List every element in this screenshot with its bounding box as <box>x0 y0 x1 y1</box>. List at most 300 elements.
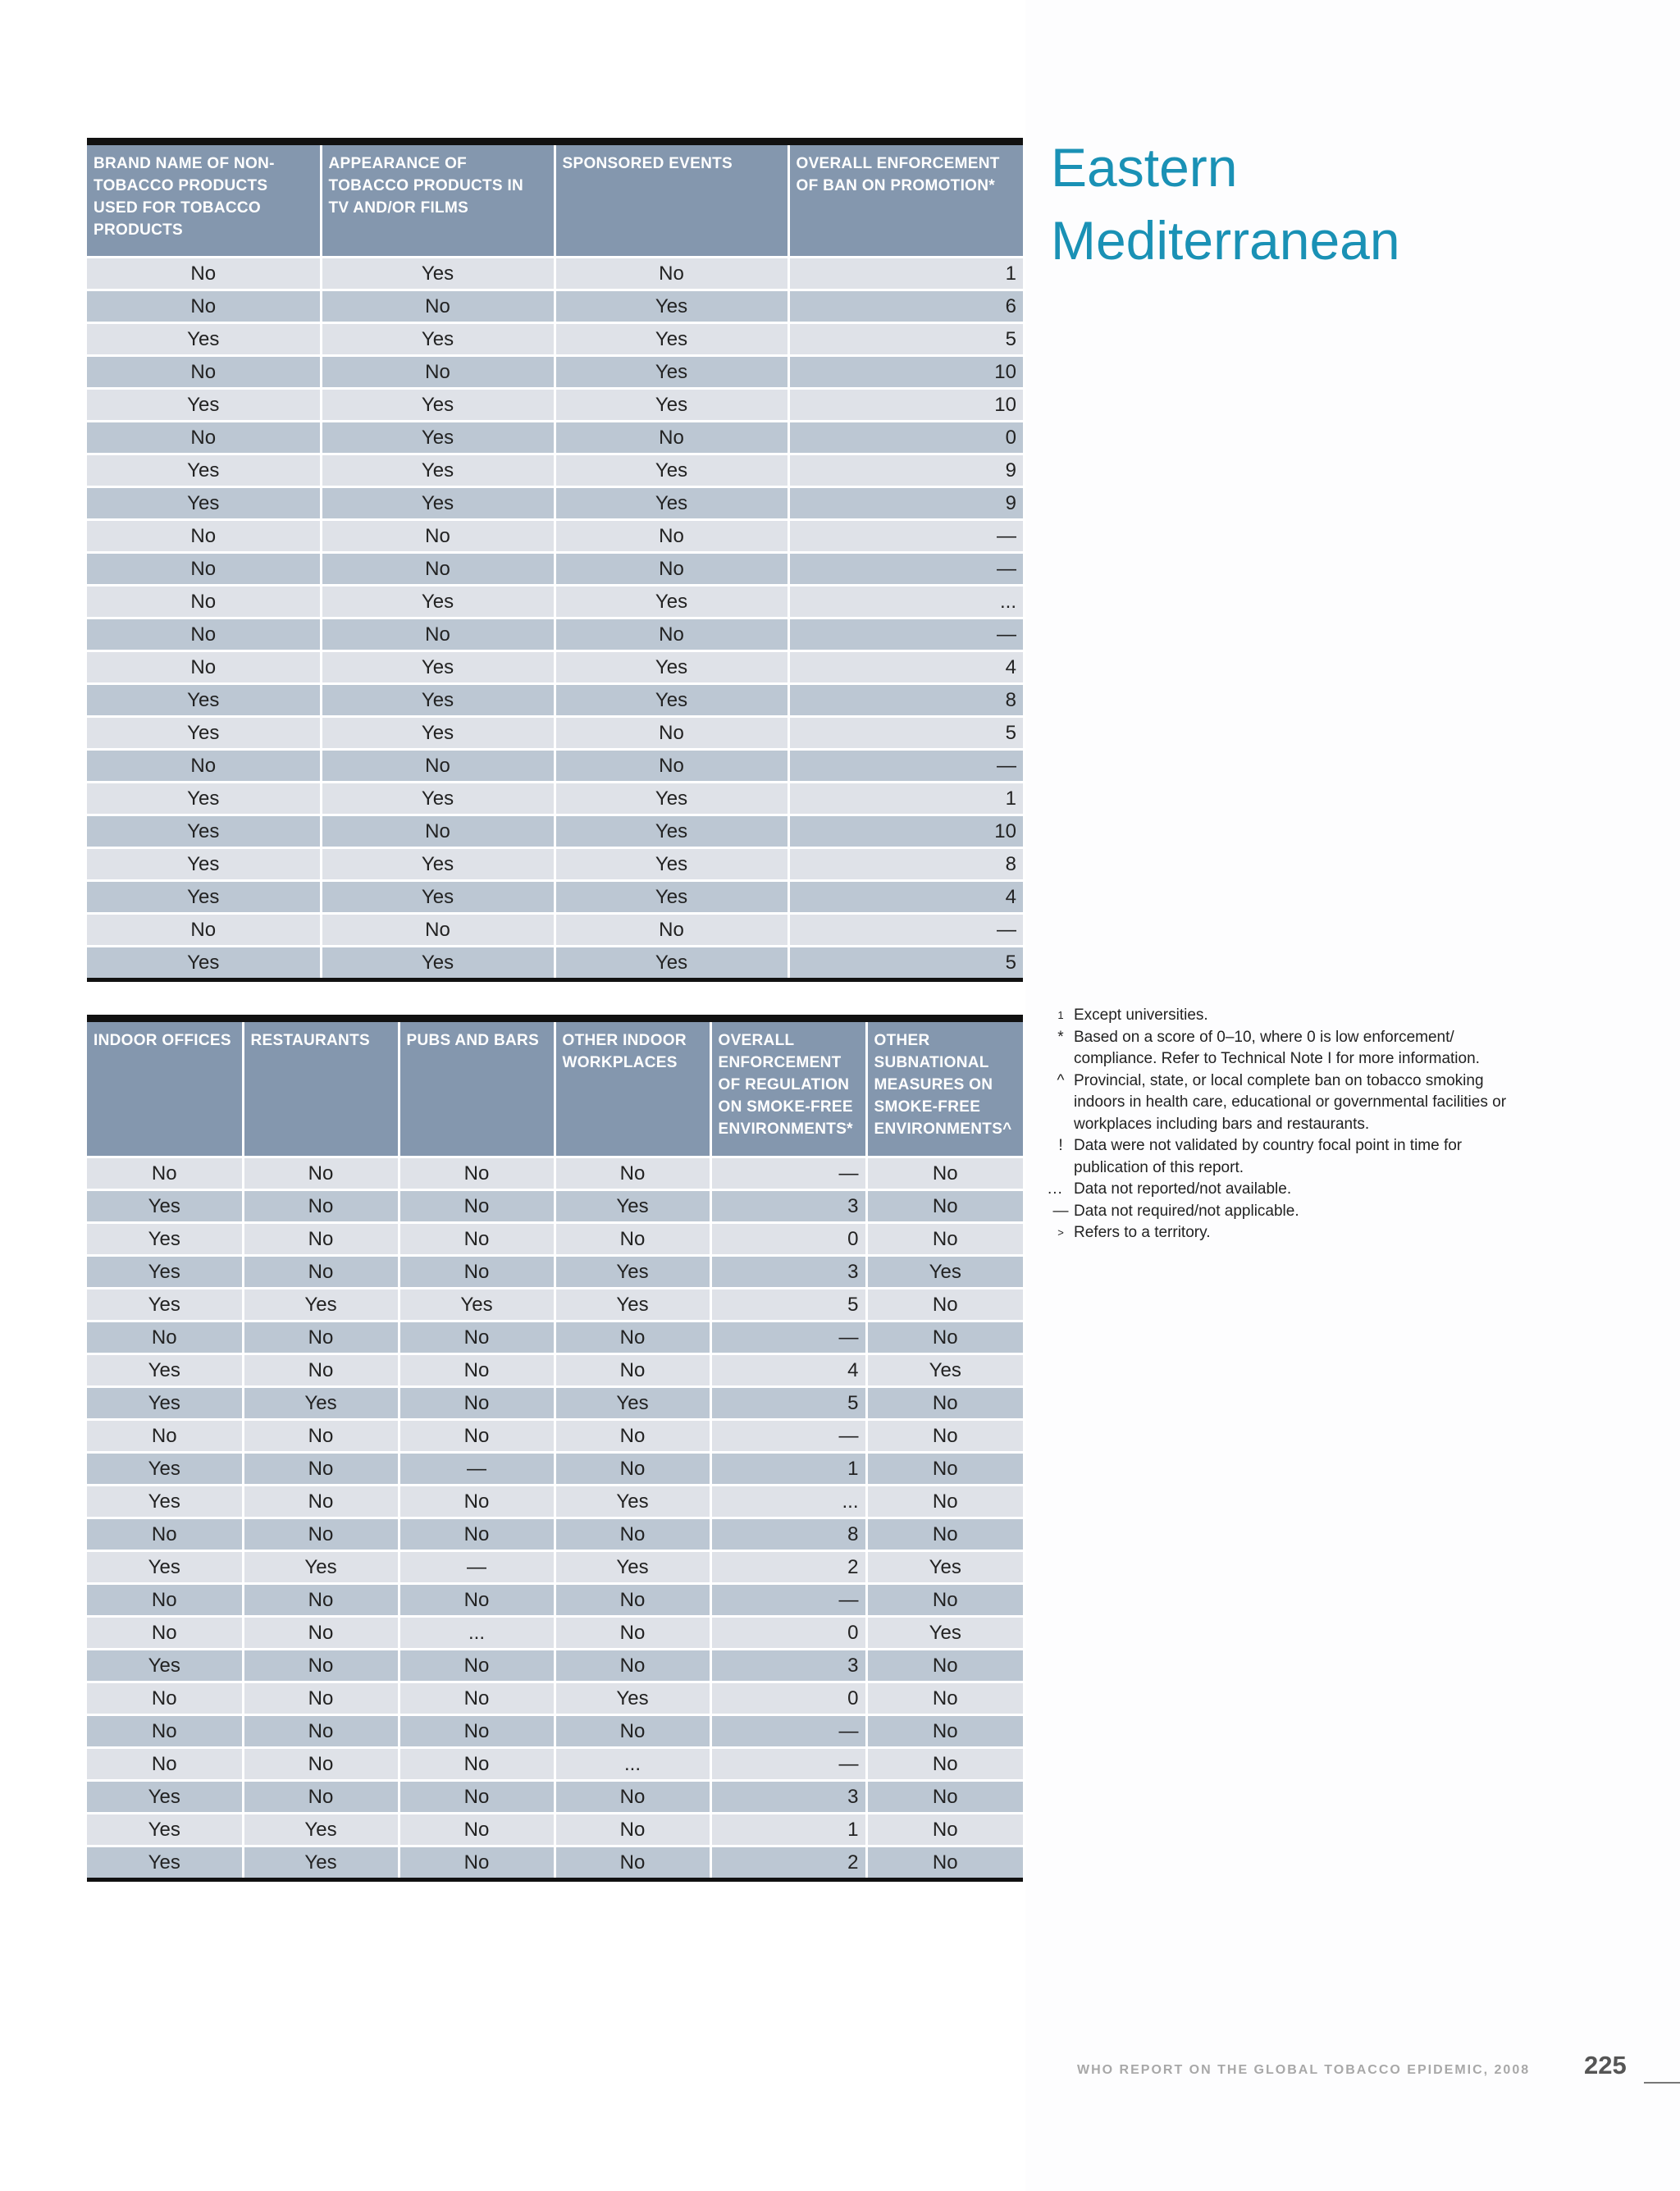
table-cell: No <box>243 1190 399 1223</box>
table-cell: Yes <box>87 1486 243 1518</box>
table-cell: No <box>87 1321 243 1354</box>
table-cell: No <box>555 422 788 454</box>
table-cell: No <box>321 914 555 947</box>
table-cell: 3 <box>710 1650 866 1682</box>
table-cell: Yes <box>87 1846 243 1880</box>
table-cell: No <box>87 1617 243 1650</box>
table-cell: No <box>866 1387 1023 1420</box>
table-cell: ... <box>710 1486 866 1518</box>
table-row <box>87 1846 1023 1880</box>
table-row <box>87 290 1023 323</box>
table-row <box>87 323 1023 356</box>
table-cell: 3 <box>710 1256 866 1289</box>
table-cell: No <box>243 1453 399 1486</box>
table-cell: No <box>866 1289 1023 1321</box>
table-cell: No <box>87 1157 243 1190</box>
table-cell: No <box>399 1223 555 1256</box>
column-header: OTHER INDOOR WORKPLACES <box>555 1019 710 1157</box>
table-row <box>87 1715 1023 1748</box>
table-cell: — <box>788 914 1023 947</box>
table-cell: No <box>87 422 321 454</box>
table-cell: No <box>866 1846 1023 1880</box>
column-header: SPONSORED EVENTS <box>555 142 788 258</box>
footnote-text: Refers to a territory. <box>1074 1224 1211 1241</box>
table-cell: No <box>321 815 555 848</box>
page-number-rule <box>1644 2082 1680 2084</box>
table-cell: No <box>321 553 555 586</box>
footnote-symbol: — <box>1052 1202 1069 1220</box>
column-header: OTHER SUBNATIONAL MEASURES ON SMOKE-FREE ENVIRONMENTS^ <box>866 1019 1023 1157</box>
footnote-item <box>1048 1135 1523 1179</box>
table-cell: No <box>243 1748 399 1781</box>
table-cell: Yes <box>866 1354 1023 1387</box>
table-cell: 10 <box>788 356 1023 389</box>
table-cell: 2 <box>710 1846 866 1880</box>
table-row <box>87 1617 1023 1650</box>
table-row <box>87 1518 1023 1551</box>
table-cell: No <box>399 1256 555 1289</box>
table-cell: No <box>399 1814 555 1846</box>
table-cell: 8 <box>710 1518 866 1551</box>
footer-report-title: WHO REPORT ON THE GLOBAL TOBACCO EPIDEMIC, 2008 <box>1077 2063 1531 2077</box>
table-cell: No <box>555 1518 710 1551</box>
table-cell: 2 <box>710 1551 866 1584</box>
table-cell: Yes <box>399 1289 555 1321</box>
table-cell: Yes <box>321 881 555 914</box>
table-cell: No <box>321 750 555 783</box>
table-cell: Yes <box>555 881 788 914</box>
table-cell: No <box>555 619 788 651</box>
table-cell: — <box>710 1748 866 1781</box>
table-cell: No <box>243 1354 399 1387</box>
table-cell: No <box>866 1748 1023 1781</box>
table-cell: ... <box>788 586 1023 619</box>
table-cell: No <box>555 1650 710 1682</box>
table-cell: No <box>399 1190 555 1223</box>
table-row <box>87 619 1023 651</box>
table-cell: — <box>399 1453 555 1486</box>
table-cell: No <box>866 1321 1023 1354</box>
table-cell: Yes <box>321 947 555 980</box>
table-header-row <box>87 1019 1023 1157</box>
table-cell: No <box>321 619 555 651</box>
table-cell: No <box>399 1321 555 1354</box>
table-cell: 0 <box>788 422 1023 454</box>
table-cell: Yes <box>87 487 321 520</box>
table-cell: No <box>555 914 788 947</box>
table-row <box>87 1453 1023 1486</box>
table-cell: No <box>866 1518 1023 1551</box>
table-cell: No <box>866 1190 1023 1223</box>
table-cell: No <box>399 1781 555 1814</box>
table-cell: Yes <box>87 323 321 356</box>
table-cell: 0 <box>710 1682 866 1715</box>
table-cell: No <box>399 1748 555 1781</box>
table-cell: Yes <box>87 1650 243 1682</box>
table-cell: 9 <box>788 487 1023 520</box>
footnote-item <box>1048 1027 1523 1070</box>
table-row <box>87 1584 1023 1617</box>
table-row <box>87 1157 1023 1190</box>
footnote-symbol: 1 <box>1057 1009 1064 1021</box>
table-cell: Yes <box>87 1551 243 1584</box>
table-cell: No <box>87 520 321 553</box>
table-cell: No <box>399 1846 555 1880</box>
table-row <box>87 454 1023 487</box>
table-row <box>87 750 1023 783</box>
table-cell: Yes <box>87 1354 243 1387</box>
table-row <box>87 389 1023 422</box>
table-cell: No <box>555 1354 710 1387</box>
table-cell: Yes <box>87 389 321 422</box>
table-cell: ... <box>555 1748 710 1781</box>
footnote-text: Except universities. <box>1074 1006 1208 1024</box>
footnote-text: Provincial, state, or local complete ban on tobacco smoking indoors in health care, educational or governmental facilities or workplaces including bars and restaurants. <box>1074 1071 1507 1133</box>
table-row <box>87 1650 1023 1682</box>
table-cell: No <box>866 1420 1023 1453</box>
table-row <box>87 914 1023 947</box>
smoke-free-table <box>87 1015 1023 1882</box>
table-cell: — <box>788 553 1023 586</box>
table-cell: No <box>87 1584 243 1617</box>
table-cell: Yes <box>321 651 555 684</box>
table-cell: 5 <box>710 1387 866 1420</box>
table-cell: 0 <box>710 1617 866 1650</box>
table-row <box>87 1223 1023 1256</box>
table-cell: — <box>788 520 1023 553</box>
table-cell: No <box>555 1157 710 1190</box>
table-cell: — <box>399 1551 555 1584</box>
table-row <box>87 487 1023 520</box>
table-cell: Yes <box>555 290 788 323</box>
table-cell: No <box>87 290 321 323</box>
table-cell: 5 <box>788 947 1023 980</box>
table-cell: Yes <box>321 422 555 454</box>
table-cell: Yes <box>243 1387 399 1420</box>
table-cell: 3 <box>710 1190 866 1223</box>
table-cell: No <box>87 651 321 684</box>
table-cell: Yes <box>87 1453 243 1486</box>
table-cell: Yes <box>321 389 555 422</box>
footnote-symbol: ^ <box>1057 1071 1065 1089</box>
table-cell: 1 <box>710 1814 866 1846</box>
table-cell: Yes <box>87 1387 243 1420</box>
table-cell: Yes <box>555 1256 710 1289</box>
table-row <box>87 947 1023 980</box>
table-cell: No <box>87 1420 243 1453</box>
footnote-symbol: ... <box>1048 1180 1063 1198</box>
table-cell: No <box>555 750 788 783</box>
table-cell: No <box>866 1223 1023 1256</box>
table-row <box>87 651 1023 684</box>
table-cell: Yes <box>555 323 788 356</box>
table-cell: No <box>555 1453 710 1486</box>
table-cell: No <box>243 1781 399 1814</box>
table-cell: No <box>87 586 321 619</box>
table-header-row <box>87 142 1023 258</box>
table-cell: No <box>866 1486 1023 1518</box>
table-row <box>87 1682 1023 1715</box>
table-row <box>87 520 1023 553</box>
table-cell: Yes <box>555 947 788 980</box>
table-cell: 5 <box>788 323 1023 356</box>
table-cell: Yes <box>87 1781 243 1814</box>
table-cell: 5 <box>788 717 1023 750</box>
table-cell: No <box>87 1715 243 1748</box>
table-cell: Yes <box>555 1289 710 1321</box>
table-cell: No <box>866 1584 1023 1617</box>
table-cell: Yes <box>87 1814 243 1846</box>
table-cell: 0 <box>710 1223 866 1256</box>
table-cell: 10 <box>788 389 1023 422</box>
table-cell: Yes <box>87 454 321 487</box>
table-cell: No <box>243 1420 399 1453</box>
table-cell: Yes <box>243 1814 399 1846</box>
table-cell: Yes <box>321 717 555 750</box>
table-cell: No <box>87 1748 243 1781</box>
table-cell: — <box>710 1157 866 1190</box>
table-cell: Yes <box>321 454 555 487</box>
table-cell: Yes <box>321 487 555 520</box>
table-cell: No <box>866 1157 1023 1190</box>
table-cell: No <box>866 1781 1023 1814</box>
table-cell: No <box>243 1682 399 1715</box>
table-cell: ... <box>399 1617 555 1650</box>
footnote-text: Data not reported/not available. <box>1074 1180 1292 1198</box>
table-cell: Yes <box>87 1289 243 1321</box>
table-cell: No <box>321 356 555 389</box>
footnote-item <box>1048 1070 1523 1136</box>
table-cell: No <box>87 1518 243 1551</box>
table-cell: Yes <box>321 684 555 717</box>
table-cell: No <box>243 1650 399 1682</box>
table-cell: No <box>866 1682 1023 1715</box>
column-header: OVERALL ENFORCEMENT OF BAN ON PROMOTION* <box>788 142 1023 258</box>
table-cell: 3 <box>710 1781 866 1814</box>
table-cell: Yes <box>555 815 788 848</box>
table-cell: — <box>710 1420 866 1453</box>
table-row <box>87 1486 1023 1518</box>
table-cell: Yes <box>87 783 321 815</box>
table-cell: Yes <box>555 1486 710 1518</box>
table-cell: No <box>399 1387 555 1420</box>
table-row <box>87 1321 1023 1354</box>
region-title: Eastern Mediterranean <box>1051 137 1400 271</box>
table-cell: — <box>710 1715 866 1748</box>
table-cell: Yes <box>321 586 555 619</box>
table-cell: No <box>87 619 321 651</box>
table-cell: No <box>87 258 321 290</box>
column-header: INDOOR OFFICES <box>87 1019 243 1157</box>
table-row <box>87 717 1023 750</box>
column-header: OVERALL ENFORCEMENT OF REGULATION ON SMOKE-FREE ENVIRONMENTS* <box>710 1019 866 1157</box>
table-cell: No <box>555 520 788 553</box>
table-cell: Yes <box>87 684 321 717</box>
column-header: BRAND NAME OF NON-TOBACCO PRODUCTS USED FOR TOBACCO PRODUCTS <box>87 142 321 258</box>
table-row <box>87 881 1023 914</box>
table-cell: Yes <box>87 1223 243 1256</box>
table-row <box>87 1387 1023 1420</box>
table-cell: No <box>87 356 321 389</box>
table-cell: No <box>555 1223 710 1256</box>
table-row <box>87 1256 1023 1289</box>
table-cell: 4 <box>788 651 1023 684</box>
footnote-text: Data not required/not applicable. <box>1074 1202 1299 1220</box>
table-cell: No <box>243 1486 399 1518</box>
column-header: APPEARANCE OF TOBACCO PRODUCTS IN TV AND/OR FILMS <box>321 142 555 258</box>
table-row <box>87 1354 1023 1387</box>
table-cell: Yes <box>321 783 555 815</box>
table-cell: No <box>555 1814 710 1846</box>
footnote-item <box>1048 1201 1523 1223</box>
table-cell: No <box>555 553 788 586</box>
table-cell: No <box>399 1584 555 1617</box>
table-row <box>87 848 1023 881</box>
table-cell: Yes <box>555 684 788 717</box>
table-cell: No <box>243 1157 399 1190</box>
table-cell: Yes <box>555 1682 710 1715</box>
table-cell: Yes <box>243 1551 399 1584</box>
table-cell: 5 <box>710 1289 866 1321</box>
table-cell: No <box>399 1157 555 1190</box>
table-row <box>87 1289 1023 1321</box>
footnote-item <box>1048 1005 1523 1027</box>
table-cell: Yes <box>555 454 788 487</box>
footnote-item <box>1048 1179 1523 1201</box>
footnote-item <box>1048 1222 1523 1244</box>
table-cell: No <box>866 1453 1023 1486</box>
footnote-symbol: ! <box>1058 1137 1063 1154</box>
table-cell: No <box>399 1486 555 1518</box>
table-cell: 8 <box>788 848 1023 881</box>
table-cell: 10 <box>788 815 1023 848</box>
table-cell: — <box>788 619 1023 651</box>
table-row <box>87 815 1023 848</box>
table-cell: Yes <box>555 389 788 422</box>
table-cell: 1 <box>788 783 1023 815</box>
table-cell: — <box>710 1584 866 1617</box>
table-cell: No <box>243 1256 399 1289</box>
footnote-text: Based on a score of 0–10, where 0 is low enforcement/ compliance. Refer to Technical Note I for more information. <box>1074 1028 1480 1067</box>
table-cell: No <box>321 290 555 323</box>
table-cell: No <box>321 520 555 553</box>
promotion-ban-table <box>87 138 1023 982</box>
table-row <box>87 1781 1023 1814</box>
table-cell: No <box>87 1682 243 1715</box>
table-cell: Yes <box>555 651 788 684</box>
table-cell: No <box>87 914 321 947</box>
table-cell: No <box>243 1715 399 1748</box>
table-cell: Yes <box>87 1190 243 1223</box>
table-cell: No <box>555 1781 710 1814</box>
footnote-text: Data were not validated by country focal point in time for publication of this report. <box>1074 1137 1463 1176</box>
table-cell: Yes <box>87 947 321 980</box>
column-header: RESTAURANTS <box>243 1019 399 1157</box>
footnote-symbol: > <box>1057 1226 1064 1239</box>
table-cell: No <box>399 1354 555 1387</box>
table-cell: No <box>555 1584 710 1617</box>
table-cell: No <box>866 1650 1023 1682</box>
table-cell: No <box>243 1223 399 1256</box>
table-row <box>87 1190 1023 1223</box>
table-row <box>87 1420 1023 1453</box>
table-cell: — <box>710 1321 866 1354</box>
table-cell: Yes <box>87 881 321 914</box>
table-cell: Yes <box>321 323 555 356</box>
table-cell: No <box>243 1321 399 1354</box>
table-cell: Yes <box>321 848 555 881</box>
table-cell: Yes <box>555 356 788 389</box>
table-row <box>87 1748 1023 1781</box>
table-cell: Yes <box>87 848 321 881</box>
table-cell: No <box>555 1715 710 1748</box>
table-cell: 4 <box>788 881 1023 914</box>
table-row <box>87 586 1023 619</box>
table-cell: Yes <box>866 1551 1023 1584</box>
table-cell: No <box>555 717 788 750</box>
table-cell: No <box>87 553 321 586</box>
table-cell: 6 <box>788 290 1023 323</box>
table-cell: No <box>399 1518 555 1551</box>
table-cell: Yes <box>87 717 321 750</box>
table-cell: No <box>399 1715 555 1748</box>
table-cell: 1 <box>710 1453 866 1486</box>
table-cell: — <box>788 750 1023 783</box>
table-cell: 9 <box>788 454 1023 487</box>
table-cell: No <box>243 1518 399 1551</box>
table-cell: No <box>555 1420 710 1453</box>
column-header: PUBS AND BARS <box>399 1019 555 1157</box>
table-cell: No <box>399 1650 555 1682</box>
table-cell: Yes <box>555 586 788 619</box>
table-cell: Yes <box>866 1617 1023 1650</box>
table-cell: No <box>555 1846 710 1880</box>
table-cell: Yes <box>555 848 788 881</box>
table-cell: Yes <box>555 487 788 520</box>
table-cell: Yes <box>87 1256 243 1289</box>
table-cell: No <box>866 1814 1023 1846</box>
table-row <box>87 783 1023 815</box>
table-row <box>87 422 1023 454</box>
table-row <box>87 1551 1023 1584</box>
table-row <box>87 356 1023 389</box>
table-cell: Yes <box>243 1846 399 1880</box>
table-cell: No <box>243 1617 399 1650</box>
page-number: 225 <box>1584 2051 1627 2079</box>
table-cell: No <box>555 1321 710 1354</box>
table-row <box>87 1814 1023 1846</box>
table-cell: Yes <box>555 783 788 815</box>
table-cell: No <box>243 1584 399 1617</box>
table-cell: Yes <box>555 1190 710 1223</box>
table-row <box>87 258 1023 290</box>
table-cell: No <box>555 258 788 290</box>
table-cell: No <box>866 1715 1023 1748</box>
table-cell: 4 <box>710 1354 866 1387</box>
table-cell: Yes <box>555 1387 710 1420</box>
table-cell: Yes <box>866 1256 1023 1289</box>
table-cell: 1 <box>788 258 1023 290</box>
footnote-symbol: * <box>1057 1028 1064 1046</box>
table-cell: No <box>399 1682 555 1715</box>
table-cell: 8 <box>788 684 1023 717</box>
table-cell: Yes <box>321 258 555 290</box>
table-cell: No <box>555 1617 710 1650</box>
table-cell: Yes <box>555 1551 710 1584</box>
table-row <box>87 553 1023 586</box>
footnotes <box>1048 1005 1523 1244</box>
table-row <box>87 684 1023 717</box>
